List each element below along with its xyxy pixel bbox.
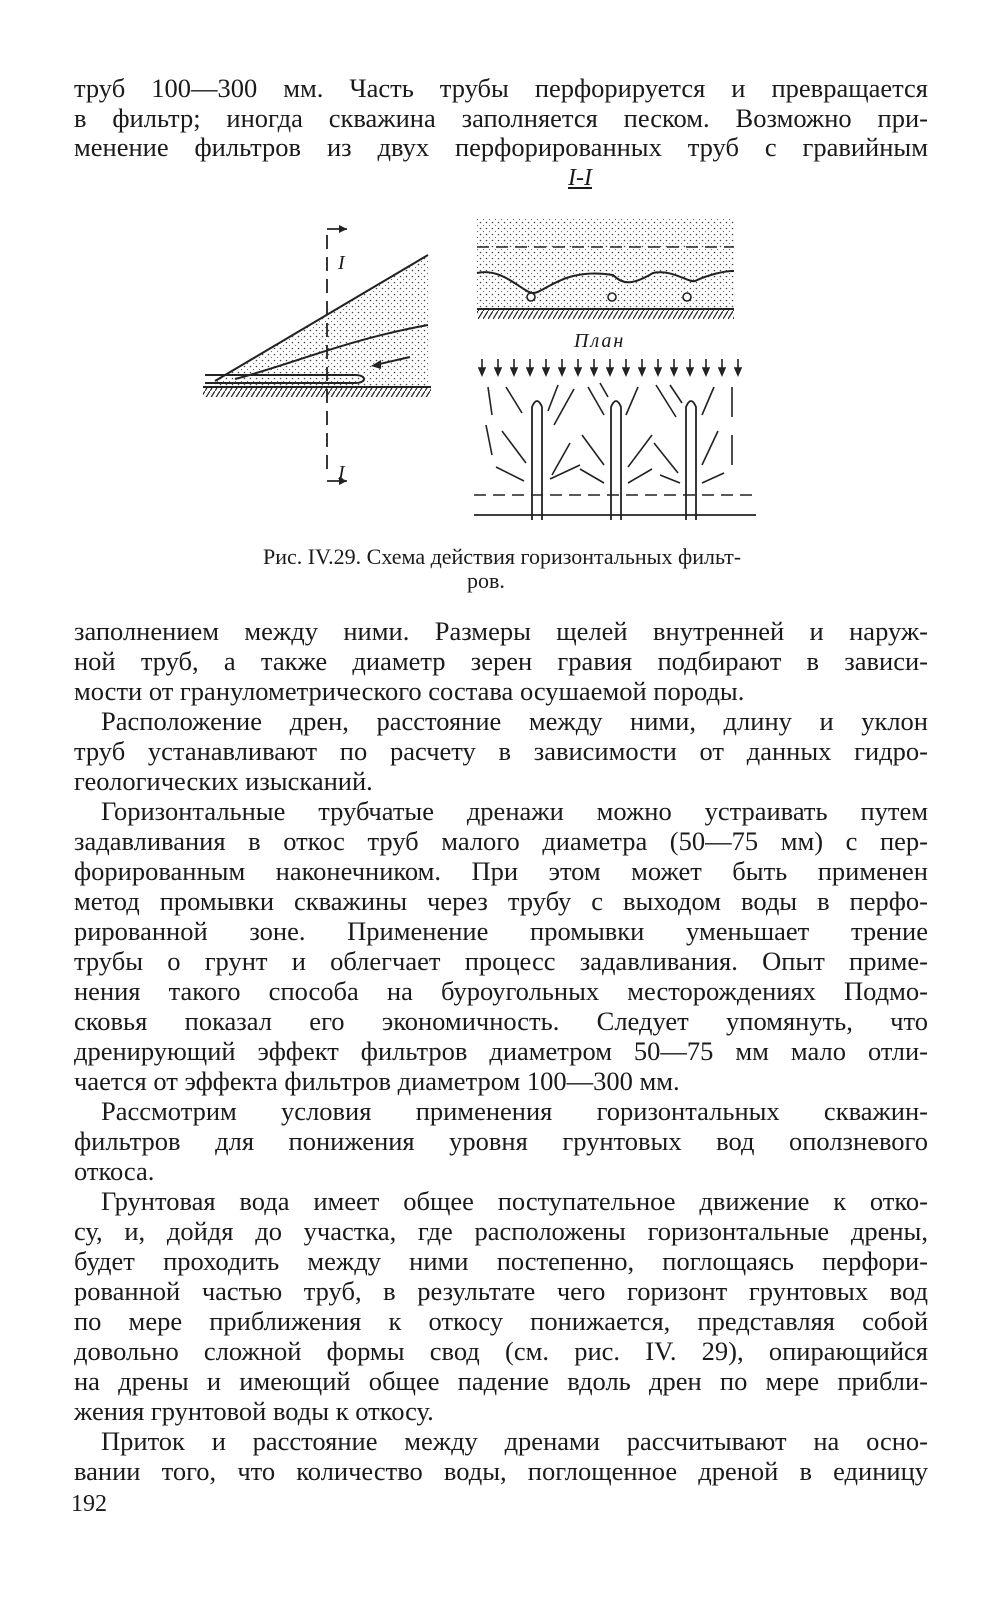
body-text-line: вании того, что количество воды, поглощенное дреной в единицу (74, 1456, 928, 1486)
section-label: I-I (568, 165, 592, 191)
body-text-line: Расположение дрен, расстояние между ними, длину и уклон (101, 706, 928, 736)
cut-label-bottom: I (338, 462, 345, 484)
cut-label-top: I (338, 252, 345, 274)
body-text-line: будет проходить между ними постепенно, поглощаясь перфори- (74, 1246, 928, 1276)
body-text-line: рированной зоне. Применение промывки уменьшает трение (74, 916, 928, 946)
body-text-line: фильтров для понижения уровня грунтовых вод оползневого (74, 1126, 928, 1156)
body-text-line: рованной частью труб, в результате чего горизонт грунтовых вод (74, 1276, 928, 1306)
body-text-line: довольно сложной формы свод (см. рис. IV. 29), опирающийся (74, 1336, 928, 1366)
body-text-line: ной труб, а также диаметр зерен гравия подбирают в зависи- (74, 646, 928, 676)
cross-section-diagram (473, 215, 738, 325)
body-text-line: менение фильтров из двух перфорированных труб с гравийным (74, 132, 928, 162)
plan-diagram (470, 355, 760, 530)
body-text-line: в фильтр; иногда скважина заполняется песком. Возможно при- (74, 103, 928, 133)
body-text-line: нения такого способа на буроугольных месторождениях Подмо- (74, 976, 928, 1006)
slope-section-diagram (195, 215, 440, 505)
body-text-line: дренирующий эффект фильтров диаметром 50—75 мм мало отли- (74, 1036, 928, 1066)
body-text-line: жения грунтовой воды к откосу. (74, 1396, 434, 1426)
body-text-line: задавливания в откос труб малого диаметра (50—75 мм) с пер- (74, 826, 928, 856)
body-text-line: труб 100—300 мм. Часть трубы перфорируется и превращается (74, 73, 928, 103)
body-text-line: трубы о грунт и облегчает процесс задавливания. Опыт приме- (74, 946, 928, 976)
body-text-line: форированным наконечником. При этом может быть применен (74, 856, 928, 886)
plan-label: План (574, 330, 626, 352)
body-text-line: по мере приближения к откосу понижается, представляя собой (74, 1306, 928, 1336)
figure-caption: Рис. IV.29. Схема действия горизонтальных фильт- (263, 544, 742, 569)
body-text-line: геологических изысканий. (74, 766, 373, 796)
body-text-line: мости от гранулометрического состава осушаемой породы. (74, 676, 745, 706)
figure-caption: ров. (467, 568, 505, 593)
body-text-line: Рассмотрим условия применения горизонтальных скважин- (101, 1096, 928, 1126)
body-text-line: су, и, дойдя до участка, где расположены горизонтальные дрены, (74, 1216, 928, 1246)
body-text-line: труб устанавливают по расчету в зависимости от данных гидро- (74, 736, 928, 766)
body-text-line: Грунтовая вода имеет общее поступательное движение к отко- (101, 1186, 928, 1216)
body-text-line: откоса. (74, 1156, 155, 1186)
body-text-line: Горизонтальные трубчатые дренажи можно устраивать путем (101, 796, 928, 826)
body-text-line: сковья показал его экономичность. Следует упомянуть, что (74, 1006, 928, 1036)
body-text-line: чается от эффекта фильтров диаметром 100—300 мм. (74, 1066, 680, 1096)
page-number: 192 (71, 1491, 107, 1517)
body-text-line: на дрены и имеющий общее падение вдоль дрен по мере прибли- (74, 1366, 928, 1396)
body-text-line: заполнением между ними. Размеры щелей внутренней и наруж- (74, 616, 928, 646)
body-text-line: Приток и расстояние между дренами рассчитывают на осно- (101, 1426, 928, 1456)
body-text-line: метод промывки скважины через трубу с выходом воды в перфо- (74, 886, 928, 916)
